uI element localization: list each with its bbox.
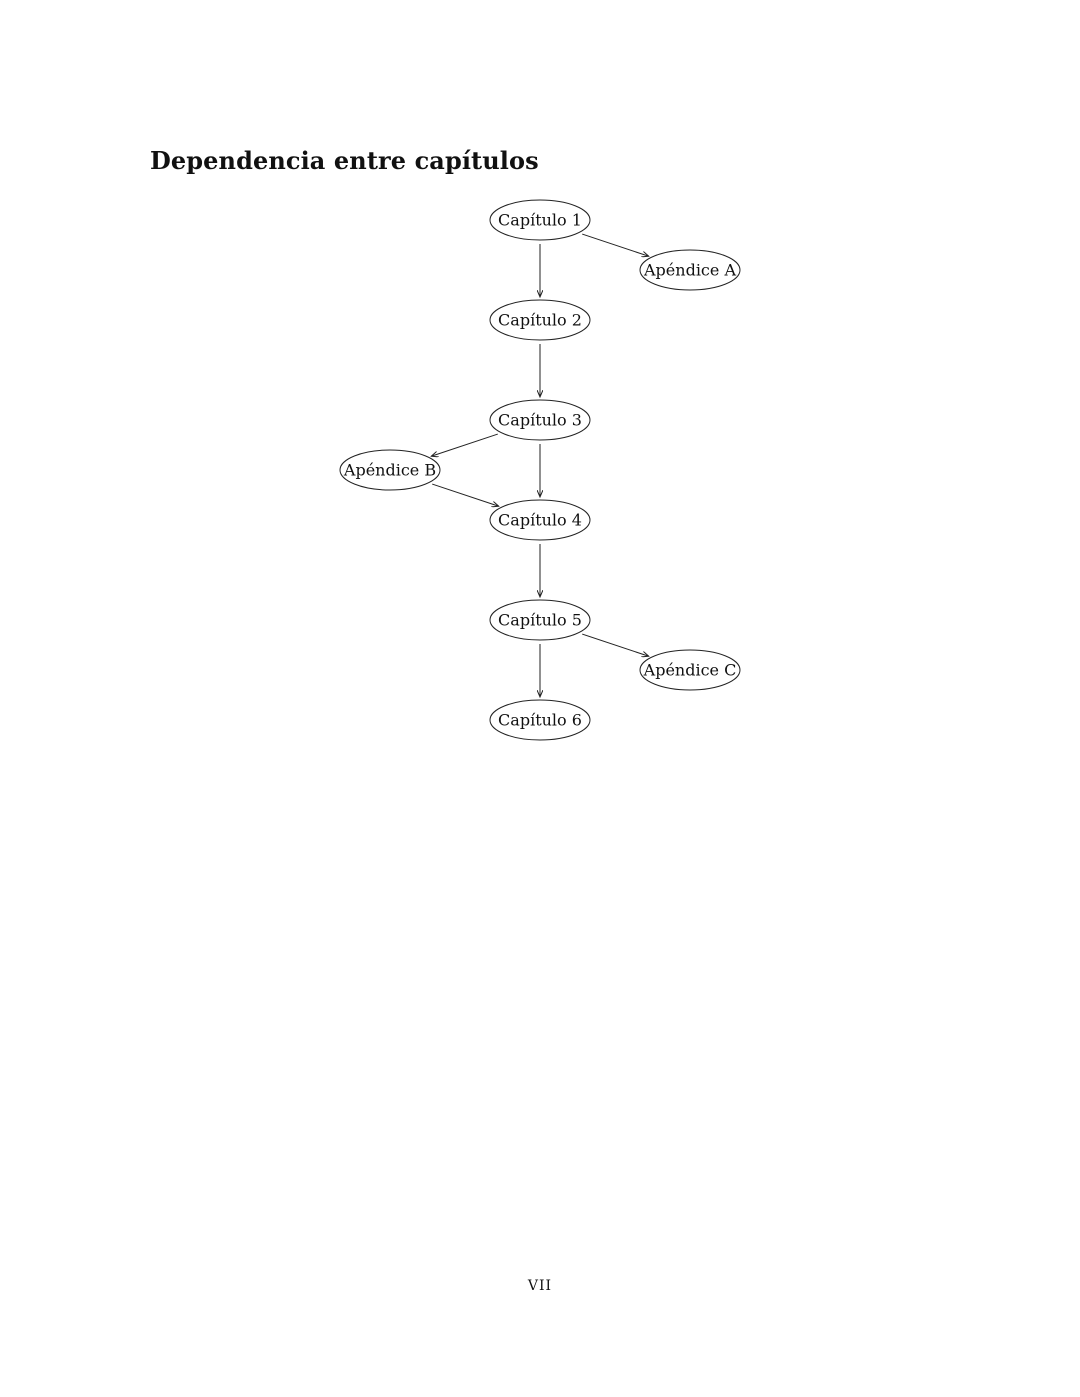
node-label: Apéndice B	[343, 460, 437, 480]
node-label: Capítulo 6	[498, 710, 582, 730]
edge-c5-to-aC	[582, 634, 649, 656]
node-label: Capítulo 1	[498, 210, 582, 230]
edge-aB-to-c4	[432, 484, 499, 506]
node-label: Capítulo 3	[498, 410, 582, 430]
edge-c1-to-aA	[582, 234, 649, 256]
node-c1	[490, 200, 590, 240]
node-c6	[490, 700, 590, 740]
edge-c3-to-aB	[431, 434, 498, 456]
node-aC	[640, 650, 740, 690]
page-title: Dependencia entre capítulos	[150, 146, 539, 175]
node-c4	[490, 500, 590, 540]
node-label: Capítulo 4	[498, 510, 582, 530]
node-c5	[490, 600, 590, 640]
node-c3	[490, 400, 590, 440]
page-number: VII	[527, 1278, 553, 1294]
node-c2	[490, 300, 590, 340]
node-label: Apéndice A	[644, 260, 736, 280]
node-aB	[340, 450, 440, 490]
node-aA	[640, 250, 740, 290]
node-label: Capítulo 5	[498, 610, 582, 630]
node-label: Capítulo 2	[498, 310, 582, 330]
node-label: Apéndice C	[643, 660, 737, 680]
